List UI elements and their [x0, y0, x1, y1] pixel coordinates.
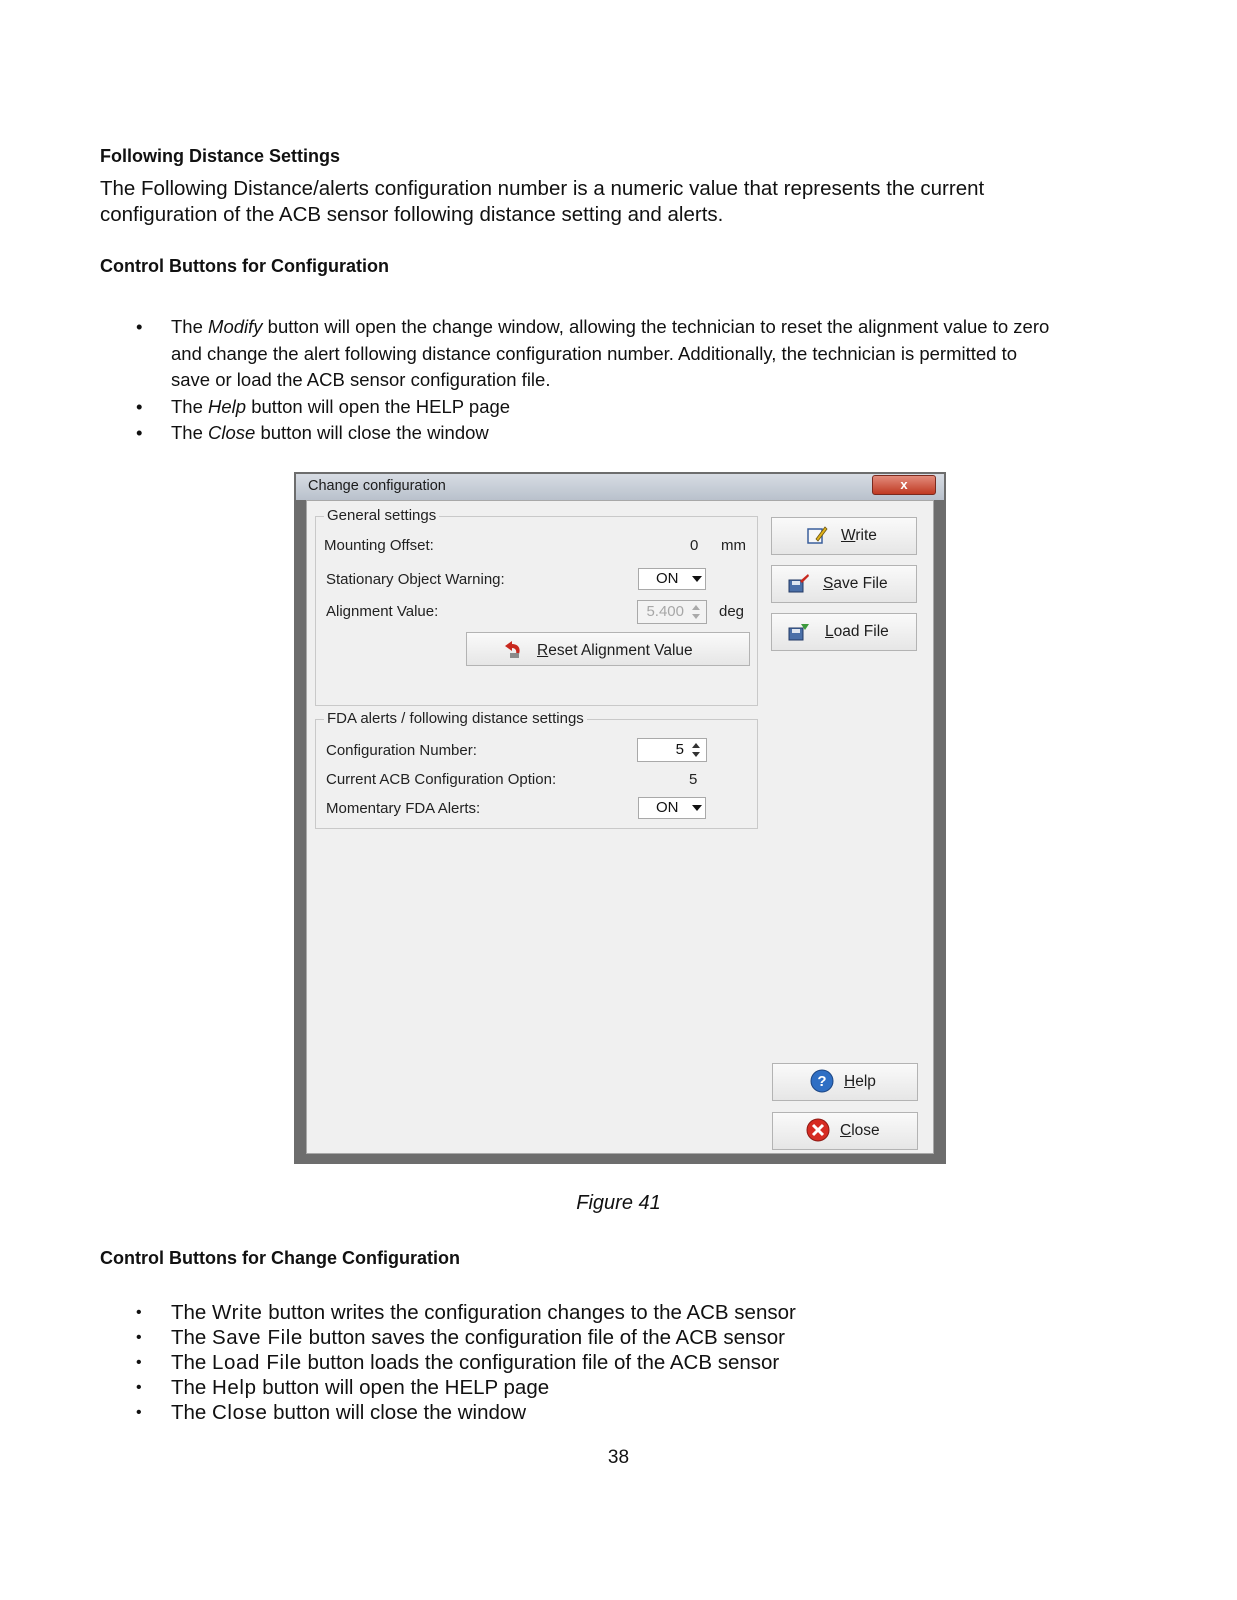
bullet-text: button saves the configuration file of the ACB sensor — [302, 1326, 785, 1349]
alignment-value-label: Alignment Value: — [326, 603, 439, 620]
button-name: Save File — [212, 1326, 303, 1349]
configuration-number-value: 5 — [675, 741, 684, 758]
bullet-text: The — [171, 1301, 213, 1324]
general-settings-group — [315, 507, 758, 706]
help-icon — [809, 1069, 835, 1093]
bullet-text: The — [171, 1401, 213, 1424]
configuration-number-label: Configuration Number: — [326, 742, 477, 759]
save-file-icon — [788, 573, 810, 593]
section-heading-change-config-buttons: Control Buttons for Change Configuration — [100, 1248, 460, 1268]
page-number: 38 — [607, 1447, 630, 1468]
button-name: Load File — [212, 1351, 302, 1374]
bullet-text: button will close the window — [267, 1401, 527, 1424]
figure-caption: Figure 41 — [576, 1192, 661, 1214]
bullet-emphasis: Modify — [208, 316, 263, 337]
bullet-text: The — [171, 1351, 213, 1374]
alignment-value-unit: deg — [719, 603, 745, 620]
bullet-emphasis: Help — [208, 395, 247, 417]
button-name: Help — [212, 1376, 257, 1399]
configuration-number-spinner[interactable] — [637, 738, 707, 762]
write-icon — [806, 525, 828, 545]
group-title: FDA alerts / following distance settings — [324, 710, 587, 727]
mounting-offset-value: 0 — [690, 537, 699, 554]
bullet-emphasis: Close — [208, 422, 256, 443]
button-name: Write — [212, 1301, 263, 1324]
button-name: Close — [212, 1401, 268, 1424]
bullet-text: button will open the change window, allowing the technician to reset the alignment value to zero — [262, 316, 1050, 337]
close-label: Close — [840, 1122, 880, 1139]
dialog-title: Change configuration — [308, 478, 446, 494]
bullet-icon: • — [136, 395, 143, 417]
mounting-offset-unit: mm — [721, 537, 746, 554]
alignment-value: 5.400 — [646, 603, 684, 620]
bullet-icon: • — [136, 1404, 142, 1421]
list-item — [136, 1325, 1146, 1350]
bullet-text: The — [171, 395, 209, 417]
list-item — [136, 1350, 1146, 1375]
section-heading-control-buttons: Control Buttons for Configuration — [100, 256, 389, 276]
dialog-body — [306, 500, 934, 1154]
stationary-warning-select[interactable] — [638, 568, 706, 590]
alignment-value-spinner — [637, 600, 707, 624]
write-label: Write — [841, 527, 877, 544]
bullet-text: button loads the configuration file of the ACB sensor — [301, 1351, 780, 1374]
bullet-text: button will close the window — [255, 422, 489, 443]
save-file-label: Save File — [823, 575, 888, 592]
group-title: General settings — [324, 507, 439, 524]
bullet-icon: • — [136, 1329, 142, 1346]
save-file-button[interactable] — [771, 565, 917, 603]
change-configuration-dialog — [294, 472, 946, 1164]
chevron-down-icon — [692, 576, 702, 582]
bullet-text: The — [171, 1376, 213, 1399]
spinner-arrows-icon — [688, 603, 704, 621]
reset-alignment-label: Reset Alignment Value — [537, 642, 693, 659]
mounting-offset-label: Mounting Offset: — [324, 537, 434, 554]
momentary-alerts-value: ON — [656, 799, 679, 816]
spinner-arrows-icon[interactable] — [688, 741, 704, 759]
bullet-icon: • — [136, 422, 143, 443]
write-button[interactable] — [771, 517, 917, 555]
momentary-alerts-select[interactable] — [638, 797, 706, 819]
svg-text:?: ? — [817, 1073, 827, 1090]
paragraph-line-1: The Following Distance/alerts configuration number is a numeric value that represents the current — [100, 177, 985, 200]
close-icon[interactable]: x — [872, 475, 936, 495]
section-heading-following-distance: Following Distance Settings — [100, 146, 341, 166]
load-file-icon — [788, 621, 810, 641]
close-circle-icon — [805, 1118, 831, 1142]
help-label: Help — [844, 1073, 876, 1090]
bullet-text: The — [171, 1326, 213, 1349]
bullet-text: save or load the ACB sensor configuration file. — [171, 369, 551, 390]
help-button[interactable] — [772, 1063, 918, 1101]
list-item — [136, 1400, 1146, 1425]
change-config-bullet-list — [136, 1300, 1146, 1425]
list-item — [136, 1300, 1146, 1325]
list-item — [136, 1375, 1146, 1400]
paragraph-line-2: configuration of the ACB sensor following distance setting and alerts. — [100, 203, 724, 226]
chevron-down-icon — [692, 805, 702, 811]
close-button[interactable] — [772, 1112, 918, 1150]
undo-arrow-icon — [501, 639, 523, 659]
bullet-text: button will open the HELP page — [246, 395, 511, 417]
list-item — [136, 314, 1146, 394]
current-option-value: 5 — [689, 771, 698, 788]
bullet-text: button writes the configuration changes to the ACB sensor — [262, 1301, 796, 1324]
bullet-icon: • — [136, 1354, 142, 1371]
config-bullet-list — [136, 314, 1146, 447]
stationary-warning-label: Stationary Object Warning: — [326, 571, 505, 588]
momentary-alerts-label: Momentary FDA Alerts: — [326, 800, 481, 817]
bullet-text: button will open the HELP page — [256, 1376, 550, 1399]
bullet-text: The — [171, 422, 209, 443]
bullet-text: The — [171, 316, 209, 337]
list-item — [136, 394, 1146, 421]
list-item — [136, 420, 1146, 447]
stationary-warning-value: ON — [656, 570, 679, 587]
load-file-button[interactable] — [771, 613, 917, 651]
bullet-icon: • — [136, 316, 143, 337]
dialog-title-bar — [296, 474, 944, 500]
bullet-text: and change the alert following distance configuration number. Additionally, the technician is permitted to — [171, 342, 1018, 364]
load-file-label: Load File — [825, 623, 889, 640]
reset-alignment-button[interactable] — [466, 632, 750, 666]
bullet-icon: • — [136, 1379, 142, 1396]
current-option-label: Current ACB Configuration Option: — [326, 771, 557, 788]
fda-alerts-group — [315, 710, 758, 829]
bullet-icon: • — [136, 1304, 142, 1321]
section-paragraph — [100, 176, 1100, 228]
